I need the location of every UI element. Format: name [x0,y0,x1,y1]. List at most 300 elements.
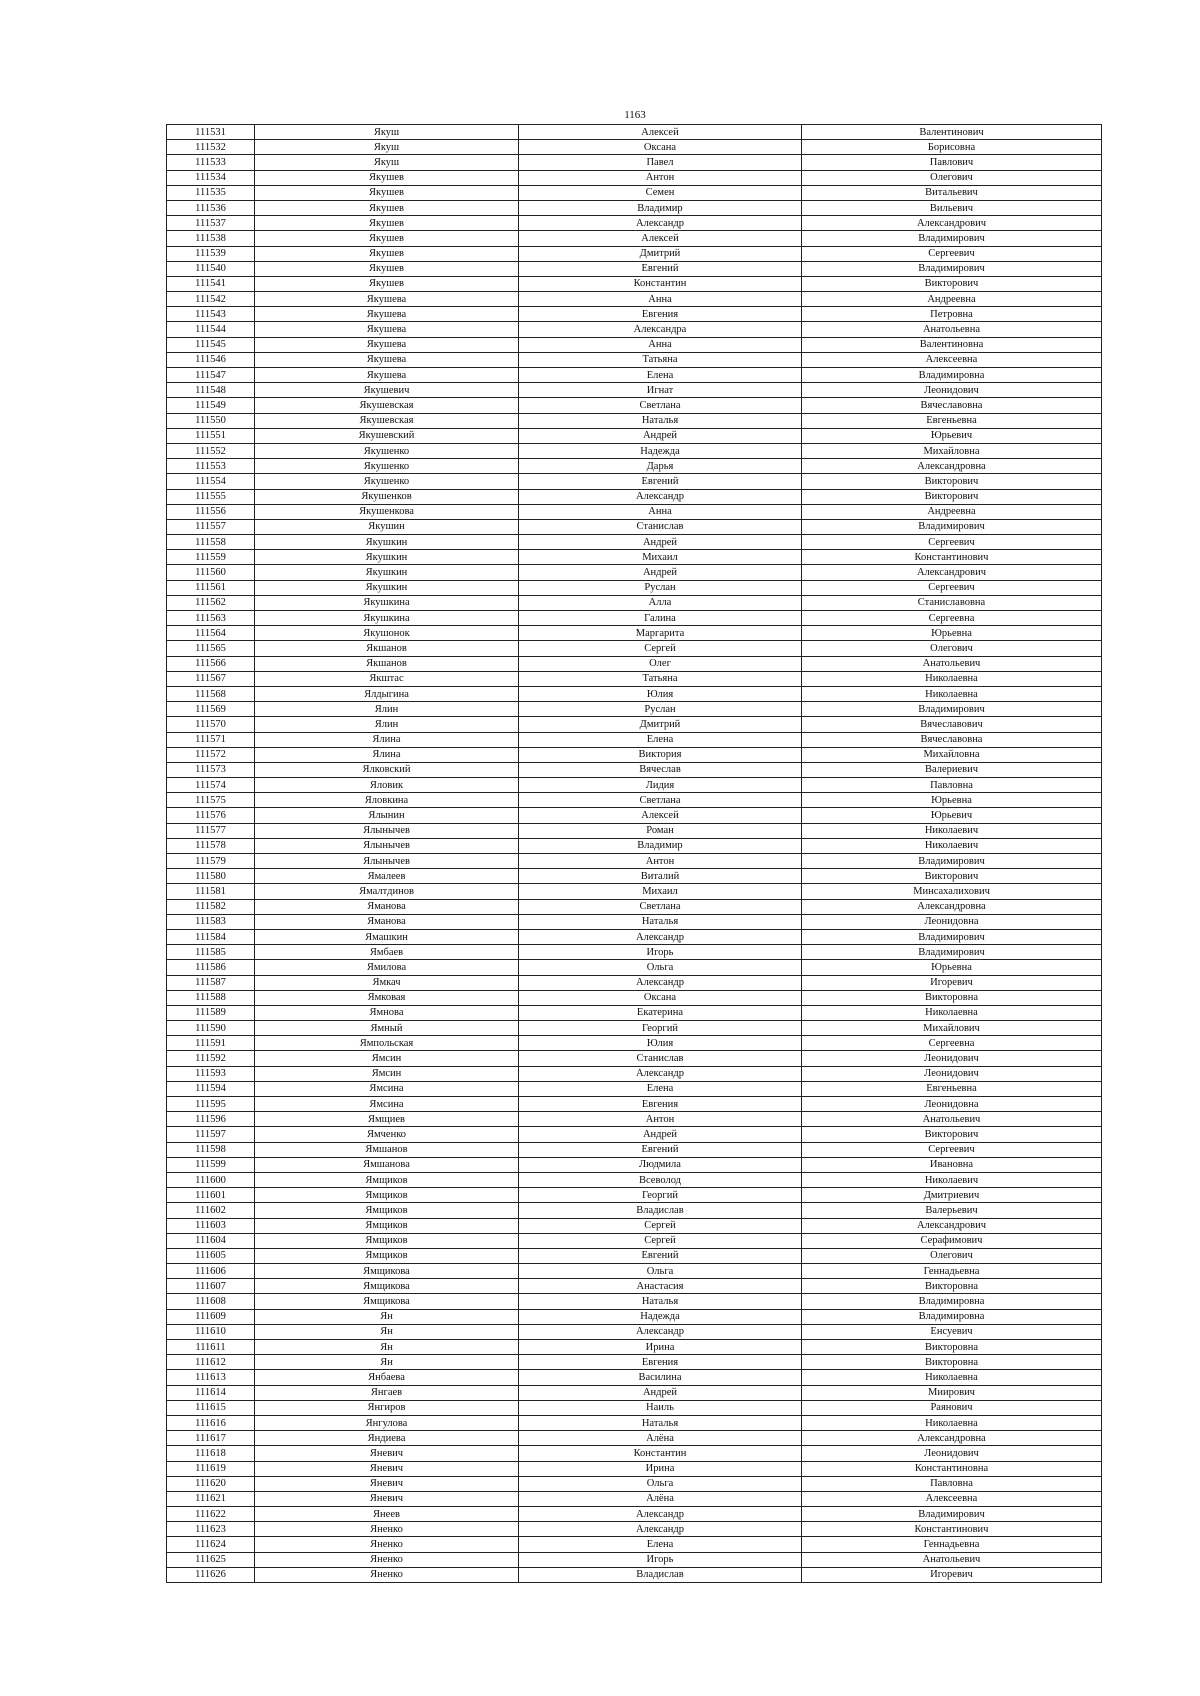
first-name-cell: Светлана [519,793,802,808]
last-name-cell: Якушева [255,292,519,307]
patronymic-cell: Леонидовна [802,914,1102,929]
first-name-cell: Ирина [519,1461,802,1476]
first-name-cell: Сергей [519,641,802,656]
patronymic-cell: Владимировна [802,1309,1102,1324]
record-number-cell: 111556 [167,504,255,519]
first-name-cell: Александр [519,1522,802,1537]
last-name-cell: Якушкина [255,595,519,610]
last-name-cell: Ямщикова [255,1279,519,1294]
first-name-cell: Ольга [519,1476,802,1491]
table-row [167,337,1102,352]
patronymic-cell: Андреевна [802,504,1102,519]
table-row [167,884,1102,899]
last-name-cell: Ямшанова [255,1157,519,1172]
record-number-cell: 111541 [167,276,255,291]
first-name-cell: Ирина [519,1340,802,1355]
patronymic-cell: Александровна [802,1431,1102,1446]
first-name-cell: Руслан [519,702,802,717]
table-row [167,1036,1102,1051]
record-number-cell: 111582 [167,899,255,914]
patronymic-cell: Евгеньевна [802,1081,1102,1096]
table-row [167,1081,1102,1096]
record-number-cell: 111590 [167,1021,255,1036]
table-row [167,626,1102,641]
table-row [167,231,1102,246]
record-number-cell: 111565 [167,641,255,656]
last-name-cell: Якушева [255,337,519,352]
table-row [167,656,1102,671]
record-number-cell: 111540 [167,261,255,276]
last-name-cell: Ямалтдинов [255,884,519,899]
record-number-cell: 111539 [167,246,255,261]
patronymic-cell: Юрьевна [802,793,1102,808]
patronymic-cell: Викторовна [802,1340,1102,1355]
record-number-cell: 111557 [167,519,255,534]
last-name-cell: Якушева [255,322,519,337]
last-name-cell: Яненко [255,1552,519,1567]
patronymic-cell: Витальевич [802,185,1102,200]
first-name-cell: Андрей [519,535,802,550]
last-name-cell: Ян [255,1340,519,1355]
last-name-cell: Якушенко [255,443,519,458]
table-row [167,975,1102,990]
record-number-cell: 111612 [167,1355,255,1370]
last-name-cell: Янгаев [255,1385,519,1400]
table-row [167,1066,1102,1081]
patronymic-cell: Валериевич [802,762,1102,777]
table-row [167,1127,1102,1142]
patronymic-cell: Ивановна [802,1157,1102,1172]
table-row [167,580,1102,595]
table-row [167,1415,1102,1430]
first-name-cell: Алла [519,595,802,610]
record-number-cell: 111548 [167,383,255,398]
patronymic-cell: Юрьевна [802,626,1102,641]
table-row [167,261,1102,276]
last-name-cell: Ялковский [255,762,519,777]
record-number-cell: 111569 [167,702,255,717]
record-number-cell: 111576 [167,808,255,823]
table-row [167,307,1102,322]
table-row [167,1370,1102,1385]
patronymic-cell: Геннадьевна [802,1264,1102,1279]
first-name-cell: Татьяна [519,671,802,686]
record-number-cell: 111568 [167,686,255,701]
patronymic-cell: Константинович [802,1522,1102,1537]
record-number-cell: 111621 [167,1491,255,1506]
last-name-cell: Ян [255,1355,519,1370]
patronymic-cell: Павлович [802,155,1102,170]
record-number-cell: 111559 [167,550,255,565]
table-row [167,368,1102,383]
record-number-cell: 111589 [167,1005,255,1020]
table-row [167,1188,1102,1203]
patronymic-cell: Енсуевич [802,1324,1102,1339]
table-row [167,1248,1102,1263]
first-name-cell: Александр [519,1324,802,1339]
patronymic-cell: Викторович [802,869,1102,884]
table-row [167,1431,1102,1446]
table-row [167,1324,1102,1339]
patronymic-cell: Миирович [802,1385,1102,1400]
last-name-cell: Якштас [255,671,519,686]
table-row [167,717,1102,732]
patronymic-cell: Анатольевич [802,656,1102,671]
last-name-cell: Яненко [255,1567,519,1582]
last-name-cell: Ямпольская [255,1036,519,1051]
first-name-cell: Виктория [519,747,802,762]
table-row [167,1264,1102,1279]
patronymic-cell: Дмитриевич [802,1188,1102,1203]
record-number-cell: 111537 [167,216,255,231]
patronymic-cell: Валентинович [802,125,1102,140]
patronymic-cell: Викторовна [802,1279,1102,1294]
patronymic-cell: Сергеевич [802,535,1102,550]
last-name-cell: Якушева [255,352,519,367]
last-name-cell: Ямщиков [255,1233,519,1248]
table-row [167,854,1102,869]
patronymic-cell: Александрович [802,565,1102,580]
first-name-cell: Антон [519,170,802,185]
last-name-cell: Ялынычев [255,823,519,838]
patronymic-cell: Николаевич [802,1172,1102,1187]
table-row [167,1112,1102,1127]
patronymic-cell: Вячеславовна [802,398,1102,413]
first-name-cell: Анна [519,292,802,307]
first-name-cell: Алёна [519,1431,802,1446]
table-row [167,550,1102,565]
patronymic-cell: Константиновна [802,1461,1102,1476]
record-number-cell: 111538 [167,231,255,246]
last-name-cell: Ямщиков [255,1248,519,1263]
first-name-cell: Семен [519,185,802,200]
last-name-cell: Яненко [255,1537,519,1552]
last-name-cell: Якушонок [255,626,519,641]
table-row [167,823,1102,838]
first-name-cell: Андрей [519,1385,802,1400]
table-row [167,595,1102,610]
record-number-cell: 111532 [167,140,255,155]
table-row [167,1309,1102,1324]
record-number-cell: 111560 [167,565,255,580]
record-number-cell: 111608 [167,1294,255,1309]
first-name-cell: Сергей [519,1218,802,1233]
patronymic-cell: Павловна [802,1476,1102,1491]
patronymic-cell: Станиславовна [802,595,1102,610]
patronymic-cell: Николаевич [802,838,1102,853]
page-number: 1163 [624,109,646,121]
table-row [167,1385,1102,1400]
record-number-cell: 111593 [167,1066,255,1081]
record-number-cell: 111551 [167,428,255,443]
record-number-cell: 111581 [167,884,255,899]
record-number-cell: 111555 [167,489,255,504]
table-row [167,990,1102,1005]
patronymic-cell: Юрьевич [802,808,1102,823]
first-name-cell: Евгений [519,1248,802,1263]
first-name-cell: Василина [519,1370,802,1385]
table-row [167,352,1102,367]
patronymic-cell: Сергеевич [802,246,1102,261]
table-row [167,565,1102,580]
patronymic-cell: Раянович [802,1400,1102,1415]
first-name-cell: Евгения [519,307,802,322]
record-number-cell: 111573 [167,762,255,777]
table-row [167,1491,1102,1506]
first-name-cell: Андрей [519,1127,802,1142]
first-name-cell: Татьяна [519,352,802,367]
patronymic-cell: Анатольевна [802,322,1102,337]
first-name-cell: Роман [519,823,802,838]
table-row [167,808,1102,823]
last-name-cell: Ямщиев [255,1112,519,1127]
patronymic-cell: Владимирович [802,945,1102,960]
first-name-cell: Георгий [519,1021,802,1036]
patronymic-cell: Викторович [802,276,1102,291]
last-name-cell: Яневич [255,1476,519,1491]
first-name-cell: Елена [519,368,802,383]
table-row [167,140,1102,155]
record-number-cell: 111544 [167,322,255,337]
record-number-cell: 111602 [167,1203,255,1218]
table-row [167,1537,1102,1552]
patronymic-cell: Владимирович [802,261,1102,276]
record-number-cell: 111592 [167,1051,255,1066]
first-name-cell: Юлия [519,1036,802,1051]
record-number-cell: 111574 [167,778,255,793]
last-name-cell: Ямщикова [255,1264,519,1279]
record-number-cell: 111599 [167,1157,255,1172]
record-number-cell: 111618 [167,1446,255,1461]
last-name-cell: Яндиева [255,1431,519,1446]
table-row [167,732,1102,747]
table-row [167,459,1102,474]
record-number-cell: 111567 [167,671,255,686]
record-number-cell: 111605 [167,1248,255,1263]
patronymic-cell: Викторовна [802,1355,1102,1370]
first-name-cell: Владислав [519,1567,802,1582]
table-row [167,504,1102,519]
first-name-cell: Наталья [519,1415,802,1430]
last-name-cell: Ямсина [255,1081,519,1096]
record-number-cell: 111585 [167,945,255,960]
record-number-cell: 111564 [167,626,255,641]
patronymic-cell: Олегович [802,170,1102,185]
record-number-cell: 111563 [167,611,255,626]
first-name-cell: Елена [519,732,802,747]
last-name-cell: Якушевич [255,383,519,398]
table-row [167,170,1102,185]
record-number-cell: 111579 [167,854,255,869]
last-name-cell: Якушенко [255,474,519,489]
last-name-cell: Якуш [255,140,519,155]
first-name-cell: Наталья [519,1294,802,1309]
first-name-cell: Станислав [519,1051,802,1066]
record-number-cell: 111623 [167,1522,255,1537]
patronymic-cell: Сергеевич [802,580,1102,595]
record-number-cell: 111603 [167,1218,255,1233]
table-row [167,1400,1102,1415]
patronymic-cell: Викторович [802,489,1102,504]
table-row [167,1005,1102,1020]
first-name-cell: Михаил [519,550,802,565]
patronymic-cell: Петровна [802,307,1102,322]
first-name-cell: Александр [519,929,802,944]
record-number-cell: 111613 [167,1370,255,1385]
first-name-cell: Станислав [519,519,802,534]
patronymic-cell: Владимирович [802,1507,1102,1522]
table-row [167,945,1102,960]
patronymic-cell: Сергеевна [802,1036,1102,1051]
patronymic-cell: Владимировна [802,368,1102,383]
record-number-cell: 111611 [167,1340,255,1355]
first-name-cell: Алексей [519,231,802,246]
last-name-cell: Ямченко [255,1127,519,1142]
patronymic-cell: Викторович [802,1127,1102,1142]
patronymic-cell: Александрович [802,1218,1102,1233]
record-number-cell: 111624 [167,1537,255,1552]
last-name-cell: Якушева [255,307,519,322]
table-row [167,1233,1102,1248]
first-name-cell: Игнат [519,383,802,398]
last-name-cell: Ямилова [255,960,519,975]
table-row [167,869,1102,884]
register-table [166,124,1102,1583]
last-name-cell: Ямашкин [255,929,519,944]
record-number-cell: 111617 [167,1431,255,1446]
patronymic-cell: Анатольевич [802,1552,1102,1567]
table-row [167,246,1102,261]
record-number-cell: 111598 [167,1142,255,1157]
first-name-cell: Елена [519,1081,802,1096]
patronymic-cell: Александровна [802,899,1102,914]
record-number-cell: 111549 [167,398,255,413]
table-row [167,1446,1102,1461]
last-name-cell: Ямшанов [255,1142,519,1157]
first-name-cell: Анна [519,504,802,519]
record-number-cell: 111610 [167,1324,255,1339]
first-name-cell: Александра [519,322,802,337]
patronymic-cell: Викторовна [802,990,1102,1005]
table-row [167,1567,1102,1582]
patronymic-cell: Валерьевич [802,1203,1102,1218]
table-row [167,899,1102,914]
last-name-cell: Ялин [255,717,519,732]
first-name-cell: Галина [519,611,802,626]
first-name-cell: Михаил [519,884,802,899]
table-row [167,1340,1102,1355]
table-row [167,216,1102,231]
last-name-cell: Ялынычев [255,854,519,869]
patronymic-cell: Леонидович [802,1051,1102,1066]
first-name-cell: Светлана [519,899,802,914]
patronymic-cell: Викторович [802,474,1102,489]
first-name-cell: Александр [519,1066,802,1081]
last-name-cell: Якушин [255,519,519,534]
last-name-cell: Ялдыгина [255,686,519,701]
last-name-cell: Ямщиков [255,1172,519,1187]
table-row [167,292,1102,307]
record-number-cell: 111594 [167,1081,255,1096]
first-name-cell: Евгений [519,261,802,276]
record-number-cell: 111535 [167,185,255,200]
first-name-cell: Дарья [519,459,802,474]
record-number-cell: 111546 [167,352,255,367]
table-row [167,641,1102,656]
patronymic-cell: Геннадьевна [802,1537,1102,1552]
table-row [167,1157,1102,1172]
last-name-cell: Якушев [255,200,519,215]
last-name-cell: Яневич [255,1491,519,1506]
last-name-cell: Яманова [255,899,519,914]
patronymic-cell: Владимировна [802,1294,1102,1309]
table-row [167,474,1102,489]
first-name-cell: Надежда [519,1309,802,1324]
patronymic-cell: Николаевна [802,1005,1102,1020]
record-number-cell: 111587 [167,975,255,990]
table-row [167,671,1102,686]
first-name-cell: Павел [519,155,802,170]
table-row [167,1476,1102,1491]
record-number-cell: 111534 [167,170,255,185]
patronymic-cell: Павловна [802,778,1102,793]
patronymic-cell: Александрович [802,216,1102,231]
table-row [167,322,1102,337]
patronymic-cell: Леонидович [802,1066,1102,1081]
patronymic-cell: Владимирович [802,519,1102,534]
table-row [167,200,1102,215]
table-row [167,383,1102,398]
last-name-cell: Якушенко [255,459,519,474]
table-row [167,611,1102,626]
first-name-cell: Владимир [519,838,802,853]
patronymic-cell: Юрьевич [802,428,1102,443]
first-name-cell: Алёна [519,1491,802,1506]
last-name-cell: Яловкина [255,793,519,808]
patronymic-cell: Вячеславович [802,717,1102,732]
last-name-cell: Ямсина [255,1097,519,1112]
table-row [167,686,1102,701]
first-name-cell: Екатерина [519,1005,802,1020]
first-name-cell: Елена [519,1537,802,1552]
record-number-cell: 111547 [167,368,255,383]
table-row [167,535,1102,550]
first-name-cell: Наталья [519,914,802,929]
record-number-cell: 111583 [167,914,255,929]
table-row [167,778,1102,793]
last-name-cell: Яненко [255,1522,519,1537]
table-row [167,489,1102,504]
record-number-cell: 111614 [167,1385,255,1400]
first-name-cell: Алексей [519,125,802,140]
last-name-cell: Якушкин [255,580,519,595]
record-number-cell: 111554 [167,474,255,489]
first-name-cell: Игорь [519,945,802,960]
last-name-cell: Якушев [255,216,519,231]
table-row [167,914,1102,929]
first-name-cell: Вячеслав [519,762,802,777]
table-row [167,185,1102,200]
record-number-cell: 111531 [167,125,255,140]
record-number-cell: 111586 [167,960,255,975]
patronymic-cell: Минсахалихович [802,884,1102,899]
record-number-cell: 111620 [167,1476,255,1491]
patronymic-cell: Алексеевна [802,352,1102,367]
record-number-cell: 111607 [167,1279,255,1294]
record-number-cell: 111591 [167,1036,255,1051]
last-name-cell: Якушевская [255,398,519,413]
first-name-cell: Александр [519,1507,802,1522]
